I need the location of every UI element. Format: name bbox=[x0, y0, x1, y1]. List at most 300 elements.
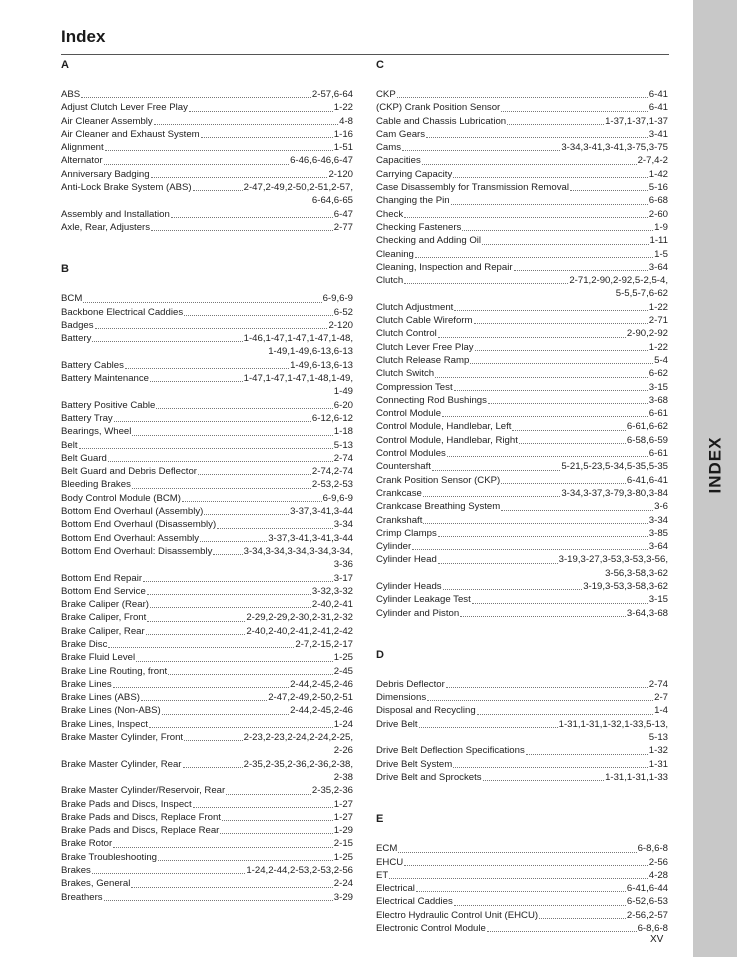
entry-pages[interactable]: 6-68 bbox=[648, 195, 668, 207]
index-entry[interactable] bbox=[376, 909, 668, 922]
index-entry[interactable] bbox=[376, 420, 668, 433]
entry-pages-continued[interactable]: 3-56,3-58,3-62 bbox=[605, 567, 668, 579]
dot-leader bbox=[184, 315, 333, 316]
index-entry[interactable] bbox=[376, 895, 668, 908]
entry-pages[interactable]: 6-58,6-59 bbox=[626, 434, 668, 446]
entry-pages[interactable]: 6-8,6-8 bbox=[637, 843, 668, 855]
entry-pages[interactable]: 3-41 bbox=[648, 128, 668, 140]
entry-pages[interactable]: 4-28 bbox=[648, 869, 668, 881]
entry-pages[interactable]: 6-41,6-44 bbox=[626, 883, 668, 895]
entry-pages[interactable]: 3-17 bbox=[333, 572, 353, 584]
entry-pages[interactable]: 2-15 bbox=[333, 838, 353, 850]
index-entry[interactable] bbox=[61, 811, 353, 824]
index-entry[interactable] bbox=[376, 607, 668, 620]
index-entry[interactable] bbox=[376, 248, 668, 261]
entry-pages[interactable]: 3-64,3-68 bbox=[626, 607, 668, 619]
index-entry[interactable] bbox=[61, 332, 353, 345]
index-entry[interactable] bbox=[61, 518, 353, 531]
entry-pages[interactable]: 2-7 bbox=[654, 692, 668, 704]
index-entry[interactable] bbox=[376, 115, 668, 128]
entry-pages[interactable]: 3-34 bbox=[333, 519, 353, 531]
index-entry[interactable] bbox=[61, 208, 353, 221]
entry-pages[interactable]: 6-61 bbox=[648, 448, 668, 460]
index-entry[interactable] bbox=[61, 651, 353, 664]
entry-pages[interactable]: 2-71 bbox=[648, 315, 668, 327]
dot-leader bbox=[108, 461, 333, 462]
entry-term: Brakes bbox=[61, 865, 91, 877]
index-entry[interactable] bbox=[61, 545, 353, 558]
index-entry[interactable] bbox=[61, 88, 353, 101]
index-entry[interactable] bbox=[376, 274, 668, 287]
entry-pages[interactable]: 6-41 bbox=[648, 89, 668, 100]
dot-leader bbox=[220, 833, 332, 834]
entry-pages[interactable]: 1-18 bbox=[333, 426, 353, 438]
entry-pages-continued[interactable]: 3-36 bbox=[333, 559, 353, 571]
entry-pages[interactable]: 2-23,2-23,2-24,2-24,2-25, bbox=[243, 732, 353, 744]
entry-pages[interactable]: 2-56,2-57 bbox=[626, 909, 668, 921]
dot-leader bbox=[131, 887, 332, 888]
entry-pages[interactable]: 1-37,1-37,1-37 bbox=[605, 115, 668, 127]
entry-pages[interactable]: 1-31,1-31,1-32,1-33,5-13, bbox=[558, 718, 668, 730]
entry-pages[interactable]: 1-29 bbox=[333, 825, 353, 837]
dot-leader bbox=[415, 257, 653, 258]
index-entry[interactable] bbox=[376, 540, 668, 553]
entry-pages[interactable]: 1-42 bbox=[648, 168, 668, 180]
entry-pages-continued[interactable]: 5-13 bbox=[648, 732, 668, 744]
index-entry[interactable] bbox=[61, 731, 353, 744]
entry-term: Electrical Caddies bbox=[376, 896, 453, 908]
entry-pages[interactable]: 6-61,6-62 bbox=[626, 421, 668, 433]
entry-term: Brake Pads and Discs, Replace Front bbox=[61, 811, 221, 823]
index-entry[interactable] bbox=[61, 439, 353, 452]
entry-pages[interactable]: 3-15 bbox=[648, 381, 668, 393]
index-entry[interactable] bbox=[61, 611, 353, 624]
dot-leader bbox=[507, 124, 604, 125]
entry-term: Adjust Clutch Lever Free Play bbox=[61, 102, 188, 114]
entry-pages[interactable]: 2-57,6-64 bbox=[311, 89, 353, 100]
entry-pages[interactable]: 1-27 bbox=[333, 811, 353, 823]
dot-leader bbox=[419, 727, 558, 728]
index-entry[interactable] bbox=[376, 381, 668, 394]
entry-term: Control Module, Handlebar, Left bbox=[376, 421, 512, 433]
entry-term: Brake Fluid Level bbox=[61, 652, 136, 664]
index-entry[interactable] bbox=[376, 487, 668, 500]
index-entry[interactable] bbox=[61, 837, 353, 850]
index-entry[interactable] bbox=[376, 771, 668, 784]
entry-pages[interactable]: 3-34,3-34,3-34,3-34,3-34, bbox=[243, 545, 353, 557]
index-entry[interactable] bbox=[61, 798, 353, 811]
entry-pages[interactable]: 6-46,6-46,6-47 bbox=[290, 155, 353, 167]
index-entry[interactable] bbox=[376, 447, 668, 460]
entry-pages[interactable]: 2-24 bbox=[333, 878, 353, 890]
index-entry[interactable] bbox=[61, 891, 353, 904]
entry-pages[interactable]: 4-8 bbox=[339, 115, 353, 127]
index-entry[interactable] bbox=[376, 261, 668, 274]
entry-term: Drive Belt and Sprockets bbox=[376, 771, 482, 783]
index-entry[interactable] bbox=[61, 678, 353, 691]
dot-leader bbox=[156, 408, 332, 409]
index-entry[interactable] bbox=[61, 465, 353, 478]
entry-pages[interactable]: 6-9,6-9 bbox=[322, 492, 353, 504]
entry-pages[interactable]: 6-61 bbox=[648, 408, 668, 420]
index-entry[interactable] bbox=[61, 221, 353, 234]
entry-term: Debris Deflector bbox=[376, 678, 445, 690]
entry-pages[interactable]: 2-47,2-49,2-50,2-51,2-57, bbox=[243, 182, 353, 194]
entry-pages[interactable]: 3-19,3-27,3-53,3-53,3-56, bbox=[558, 554, 668, 566]
index-entry[interactable] bbox=[376, 856, 668, 869]
entry-pages[interactable]: 2-40,2-40,2-41,2-41,2-42 bbox=[246, 625, 353, 637]
index-entry[interactable] bbox=[61, 638, 353, 651]
entry-pages[interactable]: 3-29 bbox=[333, 891, 353, 903]
entry-pages[interactable]: 5-13 bbox=[333, 439, 353, 451]
entry-term: Battery Tray bbox=[61, 412, 113, 424]
dot-leader bbox=[475, 350, 648, 351]
entry-pages[interactable]: 1-51 bbox=[333, 142, 353, 154]
dot-leader bbox=[570, 190, 648, 191]
index-entry[interactable] bbox=[376, 314, 668, 327]
dot-leader bbox=[147, 594, 311, 595]
dot-leader bbox=[389, 878, 648, 879]
dot-leader bbox=[422, 164, 637, 165]
index-entry[interactable] bbox=[376, 744, 668, 757]
index-entry[interactable] bbox=[376, 691, 668, 704]
dot-leader bbox=[168, 674, 333, 675]
index-entry[interactable] bbox=[376, 327, 668, 340]
dot-leader bbox=[474, 323, 648, 324]
index-entry[interactable] bbox=[376, 154, 668, 167]
entry-pages[interactable]: 1-25 bbox=[333, 652, 353, 664]
index-entry[interactable] bbox=[61, 824, 353, 837]
index-entry[interactable] bbox=[376, 593, 668, 606]
section-letter: C bbox=[376, 59, 384, 71]
dot-leader bbox=[184, 740, 243, 741]
index-entry[interactable] bbox=[61, 306, 353, 319]
index-entry[interactable] bbox=[376, 367, 668, 380]
entry-term: Checking and Adding Oil bbox=[376, 235, 482, 247]
index-entry[interactable] bbox=[376, 434, 668, 447]
entry-pages[interactable]: 1-27 bbox=[333, 798, 353, 810]
index-entry[interactable] bbox=[61, 399, 353, 412]
index-entry[interactable] bbox=[376, 354, 668, 367]
index-entry[interactable] bbox=[376, 869, 668, 882]
entry-pages[interactable]: 1-11 bbox=[649, 235, 668, 247]
index-entry[interactable] bbox=[61, 412, 353, 425]
index-entry[interactable] bbox=[376, 527, 668, 540]
dot-leader bbox=[438, 536, 648, 537]
dot-leader bbox=[204, 514, 289, 515]
dot-leader bbox=[151, 177, 328, 178]
index-entry[interactable] bbox=[61, 425, 353, 438]
index-entry[interactable] bbox=[376, 221, 668, 234]
index-entry[interactable] bbox=[376, 234, 668, 247]
index-entry[interactable] bbox=[376, 407, 668, 420]
entry-pages[interactable]: 1-47,1-47,1-47,1-48,1-49, bbox=[243, 373, 353, 385]
index-entry[interactable] bbox=[376, 194, 668, 207]
entry-pages[interactable]: 2-74 bbox=[648, 678, 668, 690]
entry-term: Control Module bbox=[376, 408, 442, 420]
entry-term: Brake Caliper, Rear bbox=[61, 625, 145, 637]
index-entry[interactable] bbox=[376, 460, 668, 473]
entry-pages[interactable]: 6-12,6-12 bbox=[311, 412, 353, 424]
entry-pages[interactable]: 1-32 bbox=[648, 745, 668, 757]
dot-leader bbox=[200, 541, 267, 542]
entry-pages[interactable]: 2-53,2-53 bbox=[311, 479, 353, 491]
entry-pages[interactable]: 5-16 bbox=[648, 182, 668, 194]
dot-leader bbox=[149, 727, 333, 728]
index-entry[interactable] bbox=[376, 181, 668, 194]
entry-pages[interactable]: 2-29,2-29,2-30,2-31,2-32 bbox=[246, 612, 353, 624]
index-entry[interactable] bbox=[376, 842, 668, 855]
entry-pages[interactable]: 3-34 bbox=[648, 514, 668, 526]
entry-pages[interactable]: 3-15 bbox=[648, 594, 668, 606]
index-entry[interactable] bbox=[61, 877, 353, 890]
entry-pages[interactable]: 2-56 bbox=[648, 856, 668, 868]
entry-pages[interactable]: 1-31 bbox=[648, 758, 668, 770]
entry-term: Belt Guard bbox=[61, 452, 107, 464]
dot-leader bbox=[136, 661, 333, 662]
index-entry[interactable] bbox=[61, 851, 353, 864]
index-entry[interactable] bbox=[61, 598, 353, 611]
entry-pages[interactable]: 1-25 bbox=[333, 851, 353, 863]
index-entry[interactable] bbox=[61, 101, 353, 114]
entry-term: CKP bbox=[376, 89, 396, 100]
index-entry[interactable] bbox=[376, 718, 668, 731]
entry-pages[interactable]: 2-90,2-92 bbox=[626, 328, 668, 340]
entry-term: Brake Lines, Inspect bbox=[61, 718, 148, 730]
index-entry[interactable] bbox=[61, 372, 353, 385]
entry-term: Badges bbox=[61, 319, 94, 331]
entry-pages[interactable]: 2-44,2-45,2-46 bbox=[290, 678, 353, 690]
entry-pages[interactable]: 1-24 bbox=[333, 718, 353, 730]
index-entry[interactable] bbox=[376, 704, 668, 717]
entry-term: Brake Troubleshooting bbox=[61, 851, 157, 863]
dot-leader bbox=[454, 310, 647, 311]
index-entry[interactable] bbox=[376, 88, 668, 101]
entry-term: Clutch Adjustment bbox=[376, 301, 454, 313]
index-entry[interactable] bbox=[61, 784, 353, 797]
dot-leader bbox=[423, 523, 647, 524]
entry-pages-continued[interactable]: 1-49,1-49,6-13,6-13 bbox=[268, 346, 353, 358]
section-letter: E bbox=[376, 813, 384, 826]
entry-pages[interactable]: 5-4 bbox=[654, 354, 668, 366]
entry-term: Clutch bbox=[376, 275, 404, 287]
entry-pages[interactable]: 6-8,6-8 bbox=[637, 923, 668, 935]
index-entry[interactable] bbox=[61, 585, 353, 598]
index-entry[interactable] bbox=[61, 572, 353, 585]
entry-pages[interactable]: 3-37,3-41,3-44 bbox=[290, 506, 353, 518]
index-entry[interactable] bbox=[61, 864, 353, 877]
index-column-left bbox=[61, 58, 353, 932]
dot-leader bbox=[171, 217, 333, 218]
entry-term: Brake Lines (Non-ABS) bbox=[61, 705, 161, 717]
entry-pages[interactable]: 3-64 bbox=[648, 261, 668, 273]
index-entry[interactable] bbox=[376, 101, 668, 114]
index-entry[interactable] bbox=[376, 341, 668, 354]
entry-pages[interactable]: 6-41,6-41 bbox=[626, 474, 668, 486]
entry-pages[interactable]: 2-44,2-45,2-46 bbox=[290, 705, 353, 717]
section-letter: B bbox=[61, 263, 69, 276]
entry-pages[interactable]: 6-62 bbox=[648, 368, 668, 380]
index-entry[interactable] bbox=[61, 128, 353, 141]
entry-pages[interactable]: 2-77 bbox=[333, 221, 353, 233]
index-entry[interactable] bbox=[376, 474, 668, 487]
entry-term: Clutch Cable Wireform bbox=[376, 315, 473, 327]
entry-pages[interactable]: 2-35,2-36 bbox=[311, 785, 353, 797]
entry-pages[interactable]: 1-49,6-13,6-13 bbox=[290, 359, 353, 371]
entry-term: Brake Rotor bbox=[61, 838, 113, 850]
dot-leader bbox=[193, 190, 243, 191]
entry-pages[interactable]: 1-31,1-31,1-33 bbox=[605, 771, 668, 783]
entry-pages[interactable]: 6-52 bbox=[333, 306, 353, 318]
entry-pages[interactable]: 1-9 bbox=[654, 221, 668, 233]
index-entry[interactable] bbox=[376, 394, 668, 407]
index-entry[interactable] bbox=[61, 452, 353, 465]
entry-pages[interactable]: 2-7,2-15,2-17 bbox=[295, 638, 353, 650]
index-entry[interactable] bbox=[61, 115, 353, 128]
entry-pages[interactable]: 3-6 bbox=[654, 501, 668, 513]
index-entry[interactable] bbox=[376, 128, 668, 141]
index-entry[interactable] bbox=[61, 718, 353, 731]
index-entry[interactable] bbox=[376, 678, 668, 691]
index-entry[interactable] bbox=[376, 758, 668, 771]
index-entry[interactable] bbox=[61, 181, 353, 194]
entry-term: Electro Hydraulic Control Unit (EHCU) bbox=[376, 909, 539, 921]
index-entry[interactable] bbox=[376, 882, 668, 895]
entry-pages[interactable]: 2-74 bbox=[333, 452, 353, 464]
entry-pages[interactable]: 6-20 bbox=[333, 399, 353, 411]
entry-pages[interactable]: 2-47,2-49,2-50,2-51 bbox=[268, 692, 353, 704]
entry-pages[interactable]: 1-5 bbox=[654, 248, 668, 260]
dot-leader bbox=[92, 873, 245, 874]
index-entry[interactable] bbox=[61, 319, 353, 332]
index-entry[interactable] bbox=[61, 704, 353, 717]
index-entry[interactable] bbox=[376, 141, 668, 154]
entry-pages[interactable]: 3-85 bbox=[648, 527, 668, 539]
dot-leader bbox=[143, 581, 333, 582]
entry-term: Assembly and Installation bbox=[61, 208, 170, 220]
entry-term: Crankcase Breathing System bbox=[376, 501, 501, 513]
entry-pages[interactable]: 1-4 bbox=[654, 705, 668, 717]
dot-leader bbox=[416, 891, 626, 892]
entry-pages[interactable]: 3-19,3-53,3-58,3-62 bbox=[583, 580, 668, 592]
index-entry[interactable] bbox=[376, 580, 668, 593]
entry-term: Bottom End Overhaul: Assembly bbox=[61, 532, 200, 544]
index-entry[interactable] bbox=[61, 492, 353, 505]
index-entry[interactable] bbox=[61, 505, 353, 518]
entry-pages-continued[interactable]: 5-5,5-7,6-62 bbox=[615, 288, 668, 300]
index-entry[interactable] bbox=[376, 553, 668, 566]
dot-leader bbox=[404, 283, 568, 284]
entry-pages-continued[interactable]: 1-49 bbox=[333, 386, 353, 398]
index-entry[interactable] bbox=[376, 168, 668, 181]
entry-pages[interactable]: 6-47 bbox=[333, 208, 353, 220]
entry-pages[interactable]: 6-52,6-53 bbox=[626, 896, 668, 908]
dot-leader bbox=[539, 918, 626, 919]
index-entry[interactable] bbox=[376, 301, 668, 314]
entry-pages[interactable]: 2-74,2-74 bbox=[311, 466, 353, 478]
entry-pages[interactable]: 1-22 bbox=[648, 301, 668, 313]
dot-leader bbox=[150, 381, 243, 382]
index-entry[interactable] bbox=[61, 141, 353, 154]
entry-pages[interactable]: 2-45 bbox=[333, 665, 353, 677]
entry-pages[interactable]: 3-68 bbox=[648, 394, 668, 406]
entry-pages[interactable]: 3-32,3-32 bbox=[311, 585, 353, 597]
entry-pages[interactable]: 3-64 bbox=[648, 541, 668, 553]
index-entry[interactable] bbox=[376, 500, 668, 513]
entry-term: Bleeding Brakes bbox=[61, 479, 131, 491]
entry-pages[interactable]: 2-35,2-35,2-36,2-36,2-38, bbox=[243, 758, 353, 770]
index-entry[interactable] bbox=[376, 514, 668, 527]
entry-pages[interactable]: 1-16 bbox=[333, 128, 353, 140]
entry-term: Bottom End Overhaul: Disassembly bbox=[61, 545, 213, 557]
index-entry[interactable] bbox=[61, 665, 353, 678]
entry-term: Brake Pads and Discs, Inspect bbox=[61, 798, 192, 810]
entry-pages[interactable]: 2-40,2-41 bbox=[311, 599, 353, 611]
index-entry[interactable] bbox=[61, 359, 353, 372]
page-title: Index bbox=[61, 27, 106, 46]
entry-term: Cleaning bbox=[376, 248, 414, 260]
index-section bbox=[376, 58, 668, 620]
entry-pages-continued[interactable]: 2-38 bbox=[333, 771, 353, 783]
entry-term: Drive Belt System bbox=[376, 758, 453, 770]
entry-pages[interactable]: 6-9,6-9 bbox=[322, 293, 353, 305]
entry-pages[interactable]: 3-37,3-41,3-41,3-44 bbox=[268, 532, 353, 544]
entry-pages-continued[interactable]: 2-26 bbox=[333, 745, 353, 757]
entry-pages[interactable]: 3-34,3-37,3-79,3-80,3-84 bbox=[561, 487, 668, 499]
index-entry[interactable] bbox=[61, 691, 353, 704]
entry-term: EHCU bbox=[376, 856, 404, 868]
index-entry[interactable] bbox=[61, 168, 353, 181]
entry-pages[interactable]: 2-120 bbox=[328, 168, 353, 180]
dot-leader bbox=[435, 377, 648, 378]
index-entry[interactable] bbox=[61, 292, 353, 305]
entry-term: Cylinder Head bbox=[376, 554, 437, 566]
dot-leader bbox=[483, 780, 604, 781]
index-entry[interactable] bbox=[61, 478, 353, 491]
entry-pages[interactable]: 1-24,2-44,2-53,2-53,2-56 bbox=[246, 865, 353, 877]
entry-term: Case Disassembly for Transmission Removal bbox=[376, 182, 569, 194]
entry-pages[interactable]: 3-34,3-41,3-41,3-75,3-75 bbox=[561, 142, 668, 154]
entry-pages[interactable]: 1-46,1-47,1-47,1-47,1-48, bbox=[243, 333, 353, 345]
entry-pages[interactable]: 6-41 bbox=[648, 102, 668, 114]
index-entry[interactable] bbox=[376, 208, 668, 221]
entry-term: Control Module, Handlebar, Right bbox=[376, 434, 518, 446]
dot-leader bbox=[201, 137, 333, 138]
index-entry[interactable] bbox=[61, 758, 353, 771]
dot-leader bbox=[213, 554, 242, 555]
index-entry[interactable] bbox=[61, 532, 353, 545]
index-entry[interactable] bbox=[376, 922, 668, 935]
dot-leader bbox=[432, 470, 560, 471]
index-section bbox=[376, 648, 668, 784]
entry-pages[interactable]: 2-120 bbox=[328, 319, 353, 331]
entry-pages[interactable]: 2-60 bbox=[648, 208, 668, 220]
entry-pages[interactable]: 2-71,2-90,2-92,5-2,5-4, bbox=[569, 275, 668, 287]
entry-pages[interactable]: 1-22 bbox=[333, 102, 353, 114]
entry-pages-continued[interactable]: 6-64,6-65 bbox=[311, 195, 353, 207]
side-tab-label: INDEX bbox=[705, 436, 724, 494]
dot-leader bbox=[482, 244, 648, 245]
index-entry[interactable] bbox=[61, 154, 353, 167]
index-entry[interactable] bbox=[61, 625, 353, 638]
index-side-tab[interactable] bbox=[693, 0, 737, 957]
entry-pages[interactable]: 2-7,4-2 bbox=[637, 155, 668, 167]
entry-pages[interactable]: 1-22 bbox=[648, 341, 668, 353]
entry-pages[interactable]: 5-21,5-23,5-34,5-35,5-35 bbox=[561, 461, 668, 473]
entry-term: Disposal and Recycling bbox=[376, 705, 476, 717]
dot-leader bbox=[114, 421, 311, 422]
dot-leader bbox=[519, 443, 626, 444]
